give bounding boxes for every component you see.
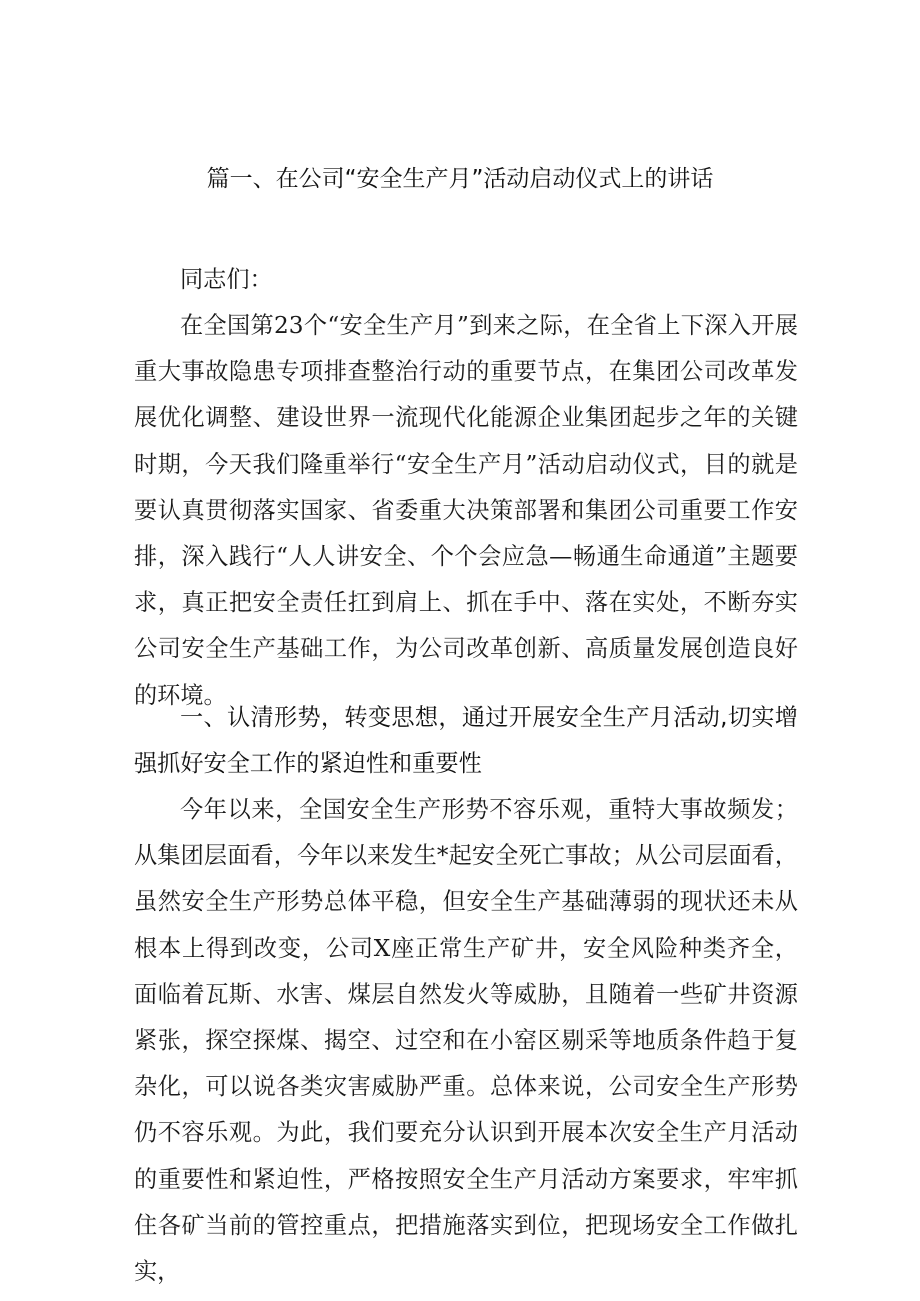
document-title: 篇一、在公司“安全生产月”活动启动仪式上的讲话 — [206, 166, 714, 192]
salutation — [134, 257, 798, 303]
salutation-text: 同志们： — [180, 266, 273, 293]
paragraph-intro: 在全国第23个“安全生产月”到来之际，在全省上下深入开展重大事故隐患专项排查整治行动的重要节点，在集团公司改革发展优化调整、建设世界一流现代化能源企业集团起步之年的关键时期，今天我们隆重举行“安全生产月”活动启动仪式，目的就是要认真贯彻落实国家、省委重大决策部署和集团公司重要工作安排，深入践行“人人讲安全、个个会应急—畅通生命通道”主题要求，真正把安全责任扛到肩上、抓在手中、落在实处，不断夯实公司安全生产基础工作，为公司改革创新、高质量发展创造良好的环境。 — [134, 312, 798, 709]
paragraph-situation: 今年以来，全国安全生产形势不容乐观，重特大事故频发；从集团层面看，今年以来发生*起安全死亡事故；从公司层面看，虽然安全生产形势总体平稳，但安全生产基础薄弱的现状还未从根本上得到改变，公司X座正常生产矿井，安全风险种类齐全，面临着瓦斯、水害、煤层自然发火等威胁，且随着一些矿井资源紧张，探空探煤、揭空、过空和在小窑区剔采等地质条件趋于复杂化，可以说各类灾害威胁严重。总体来说，公司安全生产形势仍不容乐观。为此，我们要充分认识到开展本次安全生产月活动的重要性和紧迫性，严格按照安全生产月活动方案要求，牢牢抓住各矿当前的管控重点，把措施落实到位，把现场安全工作做扎实， — [134, 796, 798, 1286]
section-heading: 一、认清形势，转变思想，通过开展安全生产月活动,切实增强抓好安全工作的紧迫性和重要性 — [134, 704, 798, 778]
